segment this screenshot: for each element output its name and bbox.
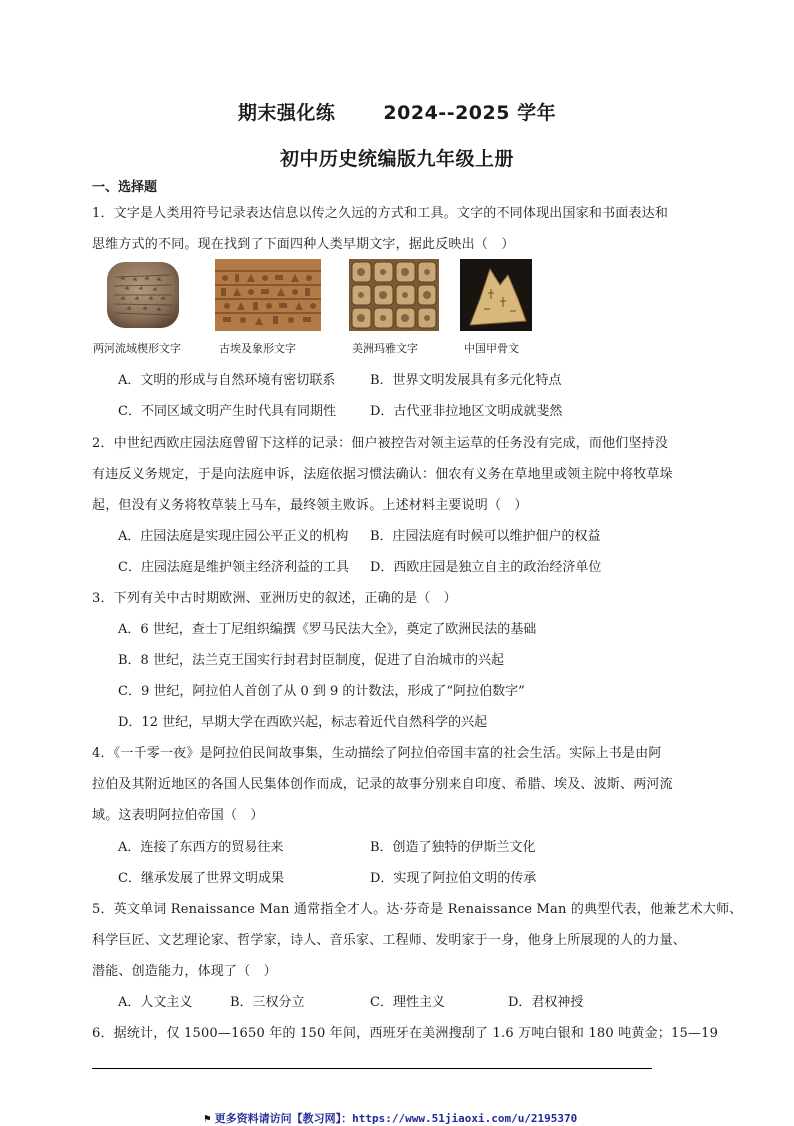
q4-line-3: 域。这表明阿拉伯帝国（ ） [92, 808, 264, 823]
caption-oracle-bone: 中国甲骨文 [464, 342, 519, 355]
q2-line-2: 有违反义务规定，于是向法庭申诉，法庭依据习惯法确认：佃农有义务在草地里或领主院中将牧草垛 [92, 467, 673, 482]
maya-glyphs-image [349, 259, 439, 331]
section-heading: 一、选择题 [92, 180, 158, 195]
oracle-bone-image [460, 259, 532, 331]
q4-line-2: 拉伯及其附近地区的各国人民集体创作而成，记录的故事分别来自印度、希腊、埃及、波斯、两河流 [92, 777, 673, 792]
q2-option-a[interactable]: A．庄园法庭是实现庄园公平正义的机构 [118, 529, 349, 544]
q5-line-1: 5．英文单词 Renaissance Man 通常指全才人。达·芬奇是 Renaissance Man 的典型代表，他兼艺术大师、 [92, 902, 743, 917]
q4-option-a[interactable]: A．连接了东西方的贸易往来 [118, 840, 284, 855]
q2-option-d[interactable]: D．西欧庄园是独立自主的政治经济单位 [370, 560, 602, 575]
q3-option-d[interactable]: D．12 世纪，早期大学在西欧兴起，标志着近代自然科学的兴起 [118, 715, 488, 730]
q5-line-2: 科学巨匠、文艺理论家、哲学家，诗人、音乐家、工程师、发明家于一身，他身上所展现的人的力量、 [92, 933, 687, 948]
q5-option-b[interactable]: B．三权分立 [230, 995, 305, 1010]
title-year: 2024--2025 学年 [383, 102, 557, 124]
q2-option-c[interactable]: C．庄园法庭是维护领主经济利益的工具 [118, 560, 349, 575]
q2-line-3: 起，但没有义务将牧草装上马车，最终领主败诉。上述材料主要说明（ ） [92, 498, 528, 513]
q3-line-1: 3．下列有关中古时期欧洲、亚洲历史的叙述，正确的是（ ） [92, 591, 457, 606]
q1-line-2: 思维方式的不同。现在找到了下面四种人类早期文字，据此反映出（ ） [92, 237, 515, 252]
q4-option-b[interactable]: B．创造了独特的伊斯兰文化 [370, 840, 536, 855]
page-title [0, 98, 794, 125]
q1-option-a[interactable]: A．文明的形成与自然环境有密切联系 [118, 373, 336, 388]
q6-line-1: 6．据统计，仅 1500—1650 年的 150 年间，西班牙在美洲搜刮了 1.6 万吨白银和 180 吨黄金；15—19 [92, 1026, 719, 1041]
footer-text: 更多资料请访问【教习网】：https://www.51jiaoxi.com/u/2195370 [214, 1112, 578, 1125]
q4-line-1: 4．《一千零一夜》是阿拉伯民间故事集，生动描绘了阿拉伯帝国丰富的社会生活。实际上书是由阿 [92, 746, 662, 761]
q5-option-c[interactable]: C．理性主义 [370, 995, 445, 1010]
cuneiform-tablet-image [104, 259, 182, 331]
hieroglyph-wall-image [215, 259, 321, 331]
caption-maya: 美洲玛雅文字 [352, 342, 418, 355]
q3-option-c[interactable]: C．9 世纪，阿拉伯人首创了从 0 到 9 的计数法，形成了“阿拉伯数字” [118, 684, 525, 699]
q5-line-3: 潜能、创造能力，体现了（ ） [92, 964, 277, 979]
q1-line-1: 1．文字是人类用符号记录表达信息以传之久远的方式和工具。文字的不同体现出国家和书面表达和 [92, 206, 669, 221]
caption-cuneiform: 两河流域楔形文字 [93, 342, 181, 355]
caption-hieroglyph: 古埃及象形文字 [219, 342, 296, 355]
q2-line-1: 2．中世纪西欧庄园法庭曾留下这样的记录：佃户被控告对领主运草的任务没有完成，而他们坚持没 [92, 436, 669, 451]
bottom-divider [92, 1068, 652, 1069]
q1-option-b[interactable]: B．世界文明发展具有多元化特点 [370, 373, 562, 388]
title-left: 期末强化练 [237, 102, 336, 124]
flag-icon: ⚑ [204, 1112, 211, 1125]
q5-option-a[interactable]: A．人文主义 [118, 995, 193, 1010]
page-subtitle: 初中历史统编版九年级上册 [279, 148, 514, 170]
q2-option-b[interactable]: B．庄园法庭有时候可以维护佃户的权益 [370, 529, 601, 544]
q1-option-d[interactable]: D．古代亚非拉地区文明成就斐然 [370, 404, 563, 419]
q5-option-d[interactable]: D．君权神授 [508, 995, 584, 1010]
q4-option-d[interactable]: D．实现了阿拉伯文明的传承 [370, 871, 537, 886]
q3-option-b[interactable]: B．8 世纪，法兰克王国实行封君封臣制度，促进了自治城市的兴起 [118, 653, 504, 668]
q4-option-c[interactable]: C．继承发展了世界文明成果 [118, 871, 284, 886]
q3-option-a[interactable]: A．6 世纪，查士丁尼组织编撰《罗马民法大全》，奠定了欧洲民法的基础 [118, 622, 537, 637]
q1-option-c[interactable]: C．不同区域文明产生时代具有同期性 [118, 404, 336, 419]
